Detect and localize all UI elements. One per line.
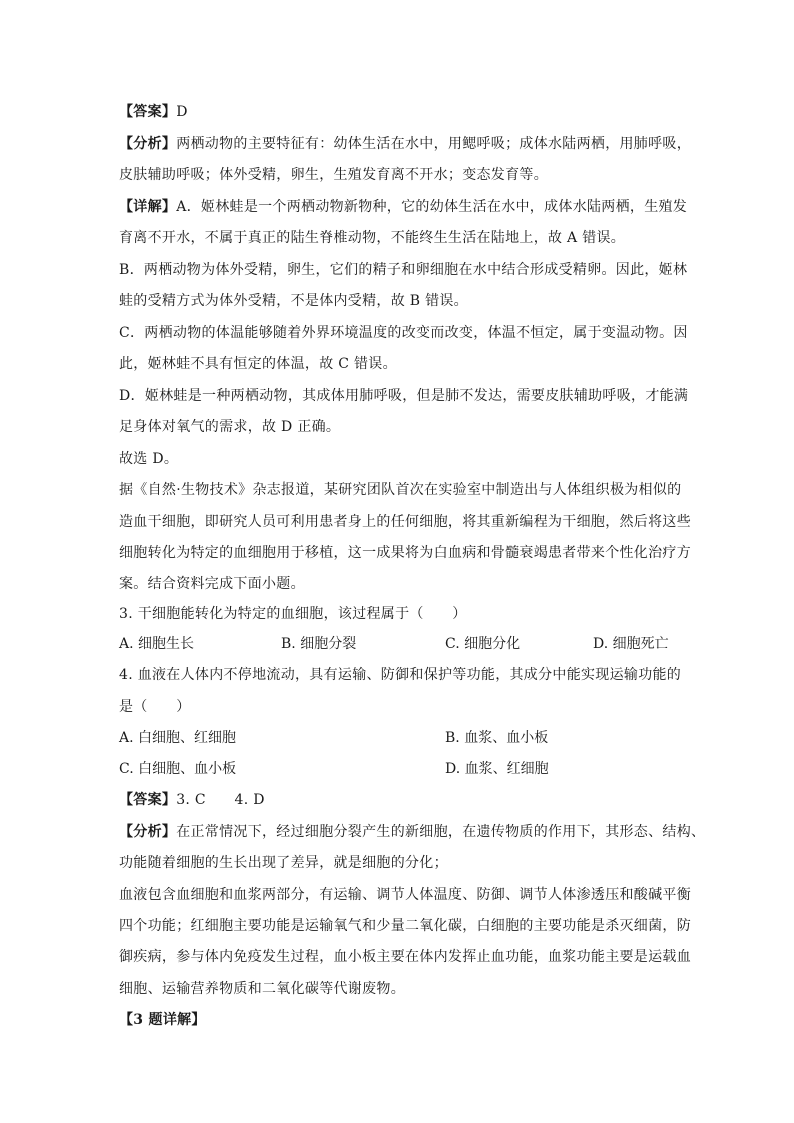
answer-line <box>119 102 188 122</box>
conclusion-line: 故选 D。 <box>119 451 179 467</box>
option-b-line-2: 蛙的受精方式为体外受精，不是体内受精，故 B 错误。 <box>119 293 468 309</box>
question-3-detail-heading: 【3 题详解】 <box>119 1012 206 1028</box>
detail-line-2: 育离不开水，不属于真正的陆生脊椎动物，不能终生生活在陆地上，故 A 错误。 <box>119 230 626 246</box>
question-4-option-c: C. 白细胞、血小板 <box>119 761 237 777</box>
question-3-option-b: B. 细胞分裂 <box>281 636 357 652</box>
analysis2-line-4: 四个功能；红细胞主要功能是运输氧气和少量二氧化碳，白细胞的主要功能是杀灭细菌，防 <box>119 918 691 934</box>
question-4-stem-line-1: 4. 血液在人体内不停地流动，具有运输、防御和保护等功能，其成分中能实现运输功能的 <box>119 667 682 683</box>
option-c-line-1: C．两栖动物的体温能够随着外界环境温度的改变而改变，体温不恒定，属于变温动物。因 <box>119 325 688 341</box>
material-line-4: 案。结合资料完成下面小题。 <box>119 576 305 592</box>
question-4-stem-line-2: 是（ ） <box>119 699 191 715</box>
analysis-line-2: 皮肤辅助呼吸；体外受精，卵生，生殖发育离不开水；变态发育等。 <box>119 167 548 183</box>
question-4-option-a: A. 白细胞、红细胞 <box>119 730 237 746</box>
option-d-line-2: 足身体对氧气的需求，故 D 正确。 <box>119 419 341 435</box>
option-c-line-2: 此，姬林蛙不具有恒定的体温，故 C 错误。 <box>119 356 397 372</box>
analysis2-line-1 <box>119 822 705 842</box>
detail-text-1: A．姬林蛙是一个两栖动物新物种，它的幼体生活在水中，成体水陆两栖，生殖发 <box>176 199 688 215</box>
analysis2-line-3: 血液包含血细胞和血浆两部分，有运输、调节人体温度、防御、调节人体渗透压和酸碱平衡 <box>119 887 691 903</box>
detail-label: 【详解】 <box>119 199 177 215</box>
question-3-option-a: A. 细胞生长 <box>119 636 195 652</box>
option-b-line-1: B．两栖动物为体外受精，卵生，它们的精子和卵细胞在水中结合形成受精卵。因此，姬林 <box>119 262 688 278</box>
question-3-option-c: C. 细胞分化 <box>445 636 521 652</box>
material-line-2: 造血干细胞，即研究人员可利用患者身上的任何细胞，将其重新编程为干细胞，然后将这些 <box>119 514 691 530</box>
material-line-3: 细胞转化为特定的血细胞用于移植，这一成果将为白血病和骨髓衰竭患者带来个性化治疗方 <box>119 545 691 561</box>
analysis2-line-6: 细胞、运输营养物质和二氧化碳等代谢废物。 <box>119 981 405 997</box>
question-3-stem: 3. 干细胞能转化为特定的血细胞，该过程属于（ ） <box>119 606 467 622</box>
material-line-1: 据《自然·生物技术》杂志报道，某研究团队首次在实验室中制造出与人体组织极为相似的 <box>119 482 682 498</box>
analysis-label: 【分析】 <box>119 136 177 152</box>
analysis2-line-5: 御疾病，参与体内免疫发生过程，血小板主要在体内发挥止血功能，血浆功能主要是运载血 <box>119 949 691 965</box>
analysis2-text-1: 在正常情况下，经过细胞分裂产生的新细胞，在遗传物质的作用下，其形态、结构、 <box>176 824 706 840</box>
analysis-label-2: 【分析】 <box>119 824 177 840</box>
answer-label: 【答案】 <box>119 104 177 120</box>
analysis-line-1 <box>119 134 691 154</box>
analysis-text-1: 两栖动物的主要特征有：幼体生活在水中，用鳃呼吸；成体水陆两栖，用肺呼吸， <box>176 136 692 152</box>
answer-value-2: 3. C 4. D <box>176 792 265 808</box>
question-4-option-d: D. 血浆、红细胞 <box>445 761 549 777</box>
question-3-option-d: D. 细胞死亡 <box>593 636 669 652</box>
option-d-line-1: D．姬林蛙是一种两栖动物，其成体用肺呼吸，但是肺不发达，需要皮肤辅助呼吸，才能满 <box>119 388 689 404</box>
analysis2-line-2: 功能随着细胞的生长出现了差异，就是细胞的分化； <box>119 855 448 871</box>
answer-line-2 <box>119 790 265 810</box>
answer-label-2: 【答案】 <box>119 792 177 808</box>
answer-value: D <box>176 104 188 120</box>
question-4-option-b: B. 血浆、血小板 <box>445 730 549 746</box>
detail-line-1 <box>119 197 687 217</box>
